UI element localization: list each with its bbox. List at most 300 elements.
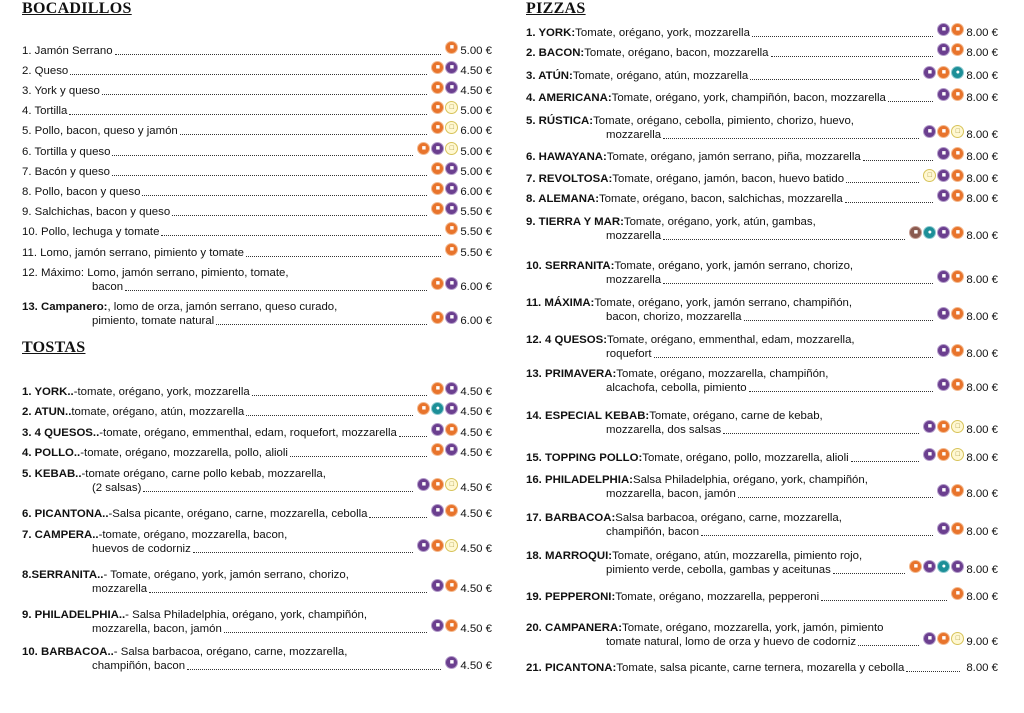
item-description-cont: alcachofa, cebolla, pimiento: [606, 382, 747, 394]
purple-allergen-icon: ■: [937, 344, 950, 357]
leader-dots: [149, 592, 427, 593]
item-price: 5.00 €: [460, 166, 492, 178]
menu-item: [526, 621, 998, 649]
item-price: 8.00 €: [966, 70, 998, 82]
item-description: 9. Salchichas, bacon y queso: [22, 206, 171, 218]
yellow-allergen-icon: □: [445, 121, 458, 134]
item-price: 8.00 €: [966, 526, 998, 538]
purple-allergen-icon: ■: [937, 43, 950, 56]
item-description-cont: mozzarella: [606, 129, 662, 141]
item-description-cont: mozzarella: [606, 274, 662, 286]
allergen-icons: [937, 23, 964, 36]
menu-item: [22, 124, 492, 138]
item-description-cont: (2 salsas): [92, 482, 142, 494]
orange-allergen-icon: ■: [951, 522, 964, 535]
item-name: 3. 4 QUESOS..: [22, 427, 100, 439]
item-description: 2. Queso: [22, 65, 69, 77]
leader-dots: [821, 600, 947, 601]
menu-item: [526, 473, 998, 501]
item-description: 4. Tortilla: [22, 105, 68, 117]
item-price: 8.00 €: [966, 47, 998, 59]
leader-dots: [193, 552, 414, 553]
purple-allergen-icon: ■: [445, 277, 458, 290]
item-price: 8.00 €: [966, 382, 998, 394]
menu-item: [526, 150, 998, 164]
item-name: 5. KEBAB..: [22, 468, 82, 480]
item-description: 1. Jamón Serrano: [22, 45, 113, 57]
item-name: 7. REVOLTOSA:: [526, 173, 613, 185]
item-price: 5.50 €: [460, 206, 492, 218]
allergen-icons: [445, 243, 458, 256]
purple-allergen-icon: ■: [937, 23, 950, 36]
item-description-cont: bacon, chorizo, mozzarella: [606, 311, 742, 323]
item-description: Tomate, orégano, emmenthal, edam, mozzarella,: [607, 334, 855, 346]
item-description: Tomate, orégano, mozzarella, champiñón,: [616, 368, 829, 380]
item-price: 8.00 €: [966, 348, 998, 360]
item-name: 13. Campanero:: [22, 301, 108, 313]
leader-dots: [102, 94, 427, 95]
item-description: Tomate, orégano, carne de kebab,: [649, 410, 823, 422]
allergen-icons: [445, 656, 458, 669]
menu-item: [22, 44, 492, 58]
menu-item: [22, 507, 492, 521]
teal-allergen-icon: ●: [923, 226, 936, 239]
yellow-allergen-icon: □: [951, 420, 964, 433]
orange-allergen-icon: ■: [951, 587, 964, 600]
yellow-allergen-icon: □: [951, 125, 964, 138]
item-description: - Salsa Philadelphia, orégano, york, champiñón,: [125, 609, 368, 621]
orange-allergen-icon: ■: [909, 560, 922, 573]
orange-allergen-icon: ■: [445, 423, 458, 436]
item-price: 5.50 €: [460, 226, 492, 238]
item-description: , lomo de orza, jamón serrano, queso curado,: [107, 301, 338, 313]
allergen-icons: [431, 443, 458, 456]
item-description-cont: champiñón, bacon: [92, 660, 186, 672]
item-description: Tomate, orégano, bacon, salchichas, mozzarella: [598, 193, 843, 205]
allergen-icons: [445, 41, 458, 54]
item-name: 21. PICANTONA:: [526, 662, 617, 674]
allergen-icons: [431, 61, 458, 74]
menu-item: [22, 426, 492, 440]
purple-allergen-icon: ■: [431, 504, 444, 517]
leader-dots: [115, 54, 442, 55]
teal-allergen-icon: ●: [951, 66, 964, 79]
leader-dots: [771, 56, 934, 57]
menu-item: [526, 259, 998, 287]
orange-allergen-icon: ■: [431, 121, 444, 134]
menu-item: [22, 528, 492, 556]
menu-item: [22, 84, 492, 98]
orange-allergen-icon: ■: [937, 632, 950, 645]
item-name: 4. POLLO..: [22, 447, 81, 459]
item-description: -Salsa picante, orégano, carne, mozzarella, cebolla: [108, 508, 368, 520]
item-name: 15. TOPPING POLLO:: [526, 452, 643, 464]
orange-allergen-icon: ■: [445, 41, 458, 54]
purple-allergen-icon: ■: [923, 66, 936, 79]
orange-allergen-icon: ■: [951, 23, 964, 36]
item-description: 7. Bacón y queso: [22, 166, 111, 178]
item-description-cont: mozzarella, bacon, jamón: [92, 623, 222, 635]
leader-dots: [246, 415, 413, 416]
purple-allergen-icon: ■: [445, 443, 458, 456]
leader-dots: [70, 74, 427, 75]
menu-item: [22, 608, 492, 636]
item-description-cont: tomate natural, lomo de orza y huevo de codorniz: [606, 636, 857, 648]
allergen-icons: [937, 307, 964, 320]
purple-allergen-icon: ■: [923, 420, 936, 433]
item-name: 17. BARBACOA:: [526, 512, 616, 524]
allergen-icons: [923, 632, 964, 645]
item-price: 8.00 €: [966, 92, 998, 104]
allergen-icons: [937, 43, 964, 56]
allergen-icons: [923, 420, 964, 433]
item-description-cont: champiñón, bacon: [606, 526, 700, 538]
leader-dots: [172, 215, 427, 216]
item-description: Tomate, orégano, atún, mozzarella: [572, 70, 749, 82]
allergen-icons: [937, 189, 964, 202]
leader-dots: [744, 320, 934, 321]
leader-dots: [750, 79, 919, 80]
leader-dots: [246, 256, 441, 257]
item-price: 8.00 €: [966, 662, 998, 674]
orange-allergen-icon: ■: [431, 478, 444, 491]
item-name: 10. BARBACOA..: [22, 646, 114, 658]
allergen-icons: [937, 88, 964, 101]
leader-dots: [749, 391, 934, 392]
orange-allergen-icon: ■: [431, 61, 444, 74]
item-price: 6.00 €: [460, 281, 492, 293]
orange-allergen-icon: ■: [445, 579, 458, 592]
allergen-icons: [951, 587, 964, 600]
leader-dots: [851, 461, 920, 462]
item-price: 8.00 €: [966, 311, 998, 323]
item-price: 8.00 €: [966, 193, 998, 205]
item-price: 8.00 €: [966, 424, 998, 436]
item-price: 4.50 €: [460, 543, 492, 555]
item-price: 5.00 €: [460, 146, 492, 158]
purple-allergen-icon: ■: [445, 402, 458, 415]
item-name: 9. TIERRA Y MAR:: [526, 216, 624, 228]
allergen-icons: [937, 484, 964, 497]
item-description-cont: bacon: [92, 281, 124, 293]
leader-dots: [654, 357, 934, 358]
leader-dots: [112, 155, 413, 156]
item-description-cont: mozzarella, dos salsas: [606, 424, 722, 436]
item-name: 1. YORK:: [526, 27, 576, 39]
item-price: 4.50 €: [460, 406, 492, 418]
item-description-cont: mozzarella: [92, 583, 148, 595]
item-price: 8.00 €: [966, 129, 998, 141]
allergen-icons: [431, 311, 458, 324]
purple-allergen-icon: ■: [445, 162, 458, 175]
allergen-icons: [937, 378, 964, 391]
allergen-icons: [937, 147, 964, 160]
item-price: 8.00 €: [966, 452, 998, 464]
item-name: 9. PHILADELPHIA..: [22, 609, 126, 621]
pizzas-title: PIZZAS: [526, 0, 586, 17]
item-price: 4.50 €: [460, 447, 492, 459]
item-name: 12. 4 QUESOS:: [526, 334, 608, 346]
item-description: Tomate, orégano, atún, mozzarella, pimiento rojo,: [612, 550, 863, 562]
menu-item: [526, 91, 998, 105]
orange-allergen-icon: ■: [431, 101, 444, 114]
leader-dots: [143, 491, 413, 492]
item-price: 6.00 €: [460, 186, 492, 198]
item-description-cont: huevos de codorniz: [92, 543, 191, 555]
item-name: 11. MÁXIMA:: [526, 297, 595, 309]
allergen-icons: [417, 142, 458, 155]
item-price: 4.50 €: [460, 623, 492, 635]
item-price: 4.50 €: [460, 427, 492, 439]
orange-allergen-icon: ■: [937, 448, 950, 461]
item-price: 4.50 €: [460, 482, 492, 494]
orange-allergen-icon: ■: [937, 420, 950, 433]
yellow-allergen-icon: □: [445, 539, 458, 552]
yellow-allergen-icon: □: [445, 142, 458, 155]
menu-item: [22, 64, 492, 78]
item-name: 18. MARROQUI:: [526, 550, 613, 562]
item-name: 16. PHILADELPHIA:: [526, 474, 633, 486]
item-description: Tomate, orégano, mozzarella, york, jamón, pimiento: [622, 622, 884, 634]
menu-item: [526, 172, 998, 186]
menu-item: [526, 451, 998, 465]
allergen-icons: [937, 270, 964, 283]
allergen-icons: [431, 423, 458, 436]
item-price: 8.00 €: [966, 488, 998, 500]
menu-item: [526, 114, 998, 142]
leader-dots: [663, 239, 905, 240]
item-price: 4.50 €: [460, 508, 492, 520]
item-price: 8.00 €: [966, 230, 998, 242]
yellow-allergen-icon: □: [445, 101, 458, 114]
leader-dots: [161, 235, 441, 236]
leader-dots: [224, 632, 428, 633]
menu-item: [22, 300, 492, 328]
item-name: 20. CAMPANERA:: [526, 622, 622, 634]
item-price: 8.00 €: [966, 173, 998, 185]
item-price: 5.00 €: [460, 45, 492, 57]
menu-item: [22, 446, 492, 460]
item-description: Tomate, orégano, york, jamón serrano, champiñón,: [594, 297, 853, 309]
orange-allergen-icon: ■: [417, 142, 430, 155]
orange-allergen-icon: ■: [951, 43, 964, 56]
purple-allergen-icon: ■: [445, 656, 458, 669]
leader-dots: [142, 195, 427, 196]
item-description: -tomate, orégano, emmenthal, edam, roquefort, mozzarella: [99, 427, 397, 439]
item-description: Salsa Philadelphia, orégano, york, champiñón,: [632, 474, 868, 486]
menu-item: [526, 549, 998, 577]
item-description: Salsa barbacoa, orégano, carne, mozzarella,: [615, 512, 842, 524]
allergen-icons: [937, 344, 964, 357]
item-description: Tomate, orégano, cebolla, pimiento, chorizo, huevo,: [593, 115, 854, 127]
purple-allergen-icon: ■: [923, 560, 936, 573]
item-price: 8.00 €: [966, 151, 998, 163]
menu-item: [526, 46, 998, 60]
allergen-icons: [445, 222, 458, 235]
gray-allergen-icon: ■: [909, 226, 922, 239]
item-price: 9.00 €: [966, 636, 998, 648]
item-description: tomate, orégano, atún, mozzarella: [71, 406, 245, 418]
orange-allergen-icon: ■: [445, 504, 458, 517]
item-description: -tomate, orégano, york, mozzarella: [73, 386, 250, 398]
orange-allergen-icon: ■: [937, 125, 950, 138]
item-price: 5.00 €: [460, 105, 492, 117]
item-description: 8. Pollo, bacon y queso: [22, 186, 141, 198]
leader-dots: [663, 138, 919, 139]
leader-dots: [858, 645, 919, 646]
item-description: Tomate, orégano, mozzarella, pepperoni: [615, 591, 820, 603]
leader-dots: [738, 497, 934, 498]
item-description: Tomate, orégano, york, mozzarella: [575, 27, 750, 39]
item-description: 5. Pollo, bacon, queso y jamón: [22, 125, 178, 137]
item-price: 8.00 €: [966, 564, 998, 576]
item-name: 19. PEPPERONI:: [526, 591, 616, 603]
allergen-icons: [431, 277, 458, 290]
purple-allergen-icon: ■: [431, 142, 444, 155]
item-description: Tomate, orégano, jamón serrano, piña, mozzarella: [606, 151, 861, 163]
item-price: 4.50 €: [460, 386, 492, 398]
purple-allergen-icon: ■: [923, 448, 936, 461]
allergen-icons: [417, 539, 458, 552]
menu-item: [526, 409, 998, 437]
purple-allergen-icon: ■: [417, 478, 430, 491]
allergen-icons: [431, 579, 458, 592]
leader-dots: [845, 202, 934, 203]
purple-allergen-icon: ■: [937, 147, 950, 160]
leader-dots: [216, 324, 427, 325]
item-name: 1. YORK..: [22, 386, 74, 398]
item-price: 5.50 €: [460, 247, 492, 259]
item-name: 6. HAWAYANA:: [526, 151, 607, 163]
leader-dots: [180, 134, 428, 135]
item-description: Tomate, orégano, york, atún, gambas,: [623, 216, 816, 228]
orange-allergen-icon: ■: [431, 162, 444, 175]
orange-allergen-icon: ■: [445, 619, 458, 632]
orange-allergen-icon: ■: [951, 307, 964, 320]
item-description-cont: pimiento, tomate natural: [92, 315, 215, 327]
purple-allergen-icon: ■: [417, 539, 430, 552]
leader-dots: [187, 669, 441, 670]
item-name: 2. ATUN..: [22, 406, 72, 418]
menu-item: [22, 266, 492, 294]
orange-allergen-icon: ■: [431, 382, 444, 395]
yellow-allergen-icon: □: [951, 632, 964, 645]
item-price: 4.50 €: [460, 65, 492, 77]
orange-allergen-icon: ■: [445, 243, 458, 256]
teal-allergen-icon: ●: [937, 560, 950, 573]
orange-allergen-icon: ■: [431, 443, 444, 456]
allergen-icons: [923, 169, 964, 182]
orange-allergen-icon: ■: [431, 277, 444, 290]
item-description-cont: mozzarella: [606, 230, 662, 242]
allergen-icons: [923, 448, 964, 461]
menu-item: [22, 568, 492, 596]
purple-allergen-icon: ■: [445, 61, 458, 74]
item-description: 3. York y queso: [22, 85, 100, 97]
menu-item: [22, 104, 492, 118]
item-price: 4.50 €: [460, 583, 492, 595]
menu-item: [526, 367, 998, 395]
item-description: - Tomate, orégano, york, jamón serrano, chorizo,: [103, 569, 349, 581]
orange-allergen-icon: ■: [431, 202, 444, 215]
allergen-icons: [923, 66, 964, 79]
orange-allergen-icon: ■: [951, 147, 964, 160]
bocadillos-title: BOCADILLOS: [22, 0, 132, 17]
purple-allergen-icon: ■: [923, 632, 936, 645]
item-price: 8.00 €: [966, 274, 998, 286]
menu-item: [526, 590, 998, 604]
item-name: 13. PRIMAVERA:: [526, 368, 617, 380]
menu-item: [526, 215, 998, 243]
item-description: Tomate, orégano, york, champiñón, bacon, mozzarella: [611, 92, 886, 104]
item-price: 4.50 €: [460, 660, 492, 672]
purple-allergen-icon: ■: [431, 619, 444, 632]
orange-allergen-icon: ■: [951, 378, 964, 391]
item-description: -tomate, orégano, mozzarella, bacon,: [98, 529, 288, 541]
menu-item: [526, 26, 998, 40]
orange-allergen-icon: ■: [951, 270, 964, 283]
purple-allergen-icon: ■: [937, 88, 950, 101]
allergen-icons: [431, 504, 458, 517]
item-description: 10. Pollo, lechuga y tomate: [22, 226, 160, 238]
menu-item: [22, 246, 492, 260]
orange-allergen-icon: ■: [417, 402, 430, 415]
leader-dots: [846, 182, 919, 183]
purple-allergen-icon: ■: [937, 270, 950, 283]
item-description-cont: pimiento verde, cebolla, gambas y aceitunas: [606, 564, 831, 576]
orange-allergen-icon: ■: [951, 169, 964, 182]
teal-allergen-icon: ●: [431, 402, 444, 415]
item-name: 5. RÚSTICA:: [526, 115, 594, 127]
leader-dots: [663, 283, 933, 284]
orange-allergen-icon: ■: [951, 88, 964, 101]
allergen-icons: [431, 202, 458, 215]
item-description: -tomate orégano, carne pollo kebab, mozzarella,: [81, 468, 326, 480]
allergen-icons: [431, 81, 458, 94]
leader-dots: [290, 456, 427, 457]
item-description: 12. Máximo: Lomo, jamón serrano, pimiento, tomate,: [22, 267, 289, 279]
purple-allergen-icon: ■: [937, 378, 950, 391]
item-price: 6.00 €: [460, 315, 492, 327]
yellow-allergen-icon: □: [951, 448, 964, 461]
menu-item: [526, 511, 998, 539]
leader-dots: [69, 114, 427, 115]
orange-allergen-icon: ■: [431, 311, 444, 324]
menu-item: [526, 661, 998, 675]
yellow-allergen-icon: □: [923, 169, 936, 182]
orange-allergen-icon: ■: [431, 182, 444, 195]
purple-allergen-icon: ■: [951, 560, 964, 573]
menu-item: [526, 192, 998, 206]
purple-allergen-icon: ■: [937, 226, 950, 239]
leader-dots: [723, 433, 919, 434]
purple-allergen-icon: ■: [923, 125, 936, 138]
allergen-icons: [431, 619, 458, 632]
menu-item: [22, 225, 492, 239]
leader-dots: [863, 160, 934, 161]
yellow-allergen-icon: □: [445, 478, 458, 491]
leader-dots: [252, 395, 428, 396]
allergen-icons: [417, 402, 458, 415]
item-description: -tomate, orégano, mozzarella, pollo, alioli: [80, 447, 288, 459]
item-name: 14. ESPECIAL KEBAB:: [526, 410, 650, 422]
item-description: 11. Lomo, jamón serrano, pimiento y tomate: [22, 247, 245, 259]
purple-allergen-icon: ■: [431, 423, 444, 436]
purple-allergen-icon: ■: [431, 579, 444, 592]
purple-allergen-icon: ■: [937, 484, 950, 497]
orange-allergen-icon: ■: [951, 189, 964, 202]
item-description: Tomate, orégano, york, jamón serrano, chorizo,: [614, 260, 854, 272]
